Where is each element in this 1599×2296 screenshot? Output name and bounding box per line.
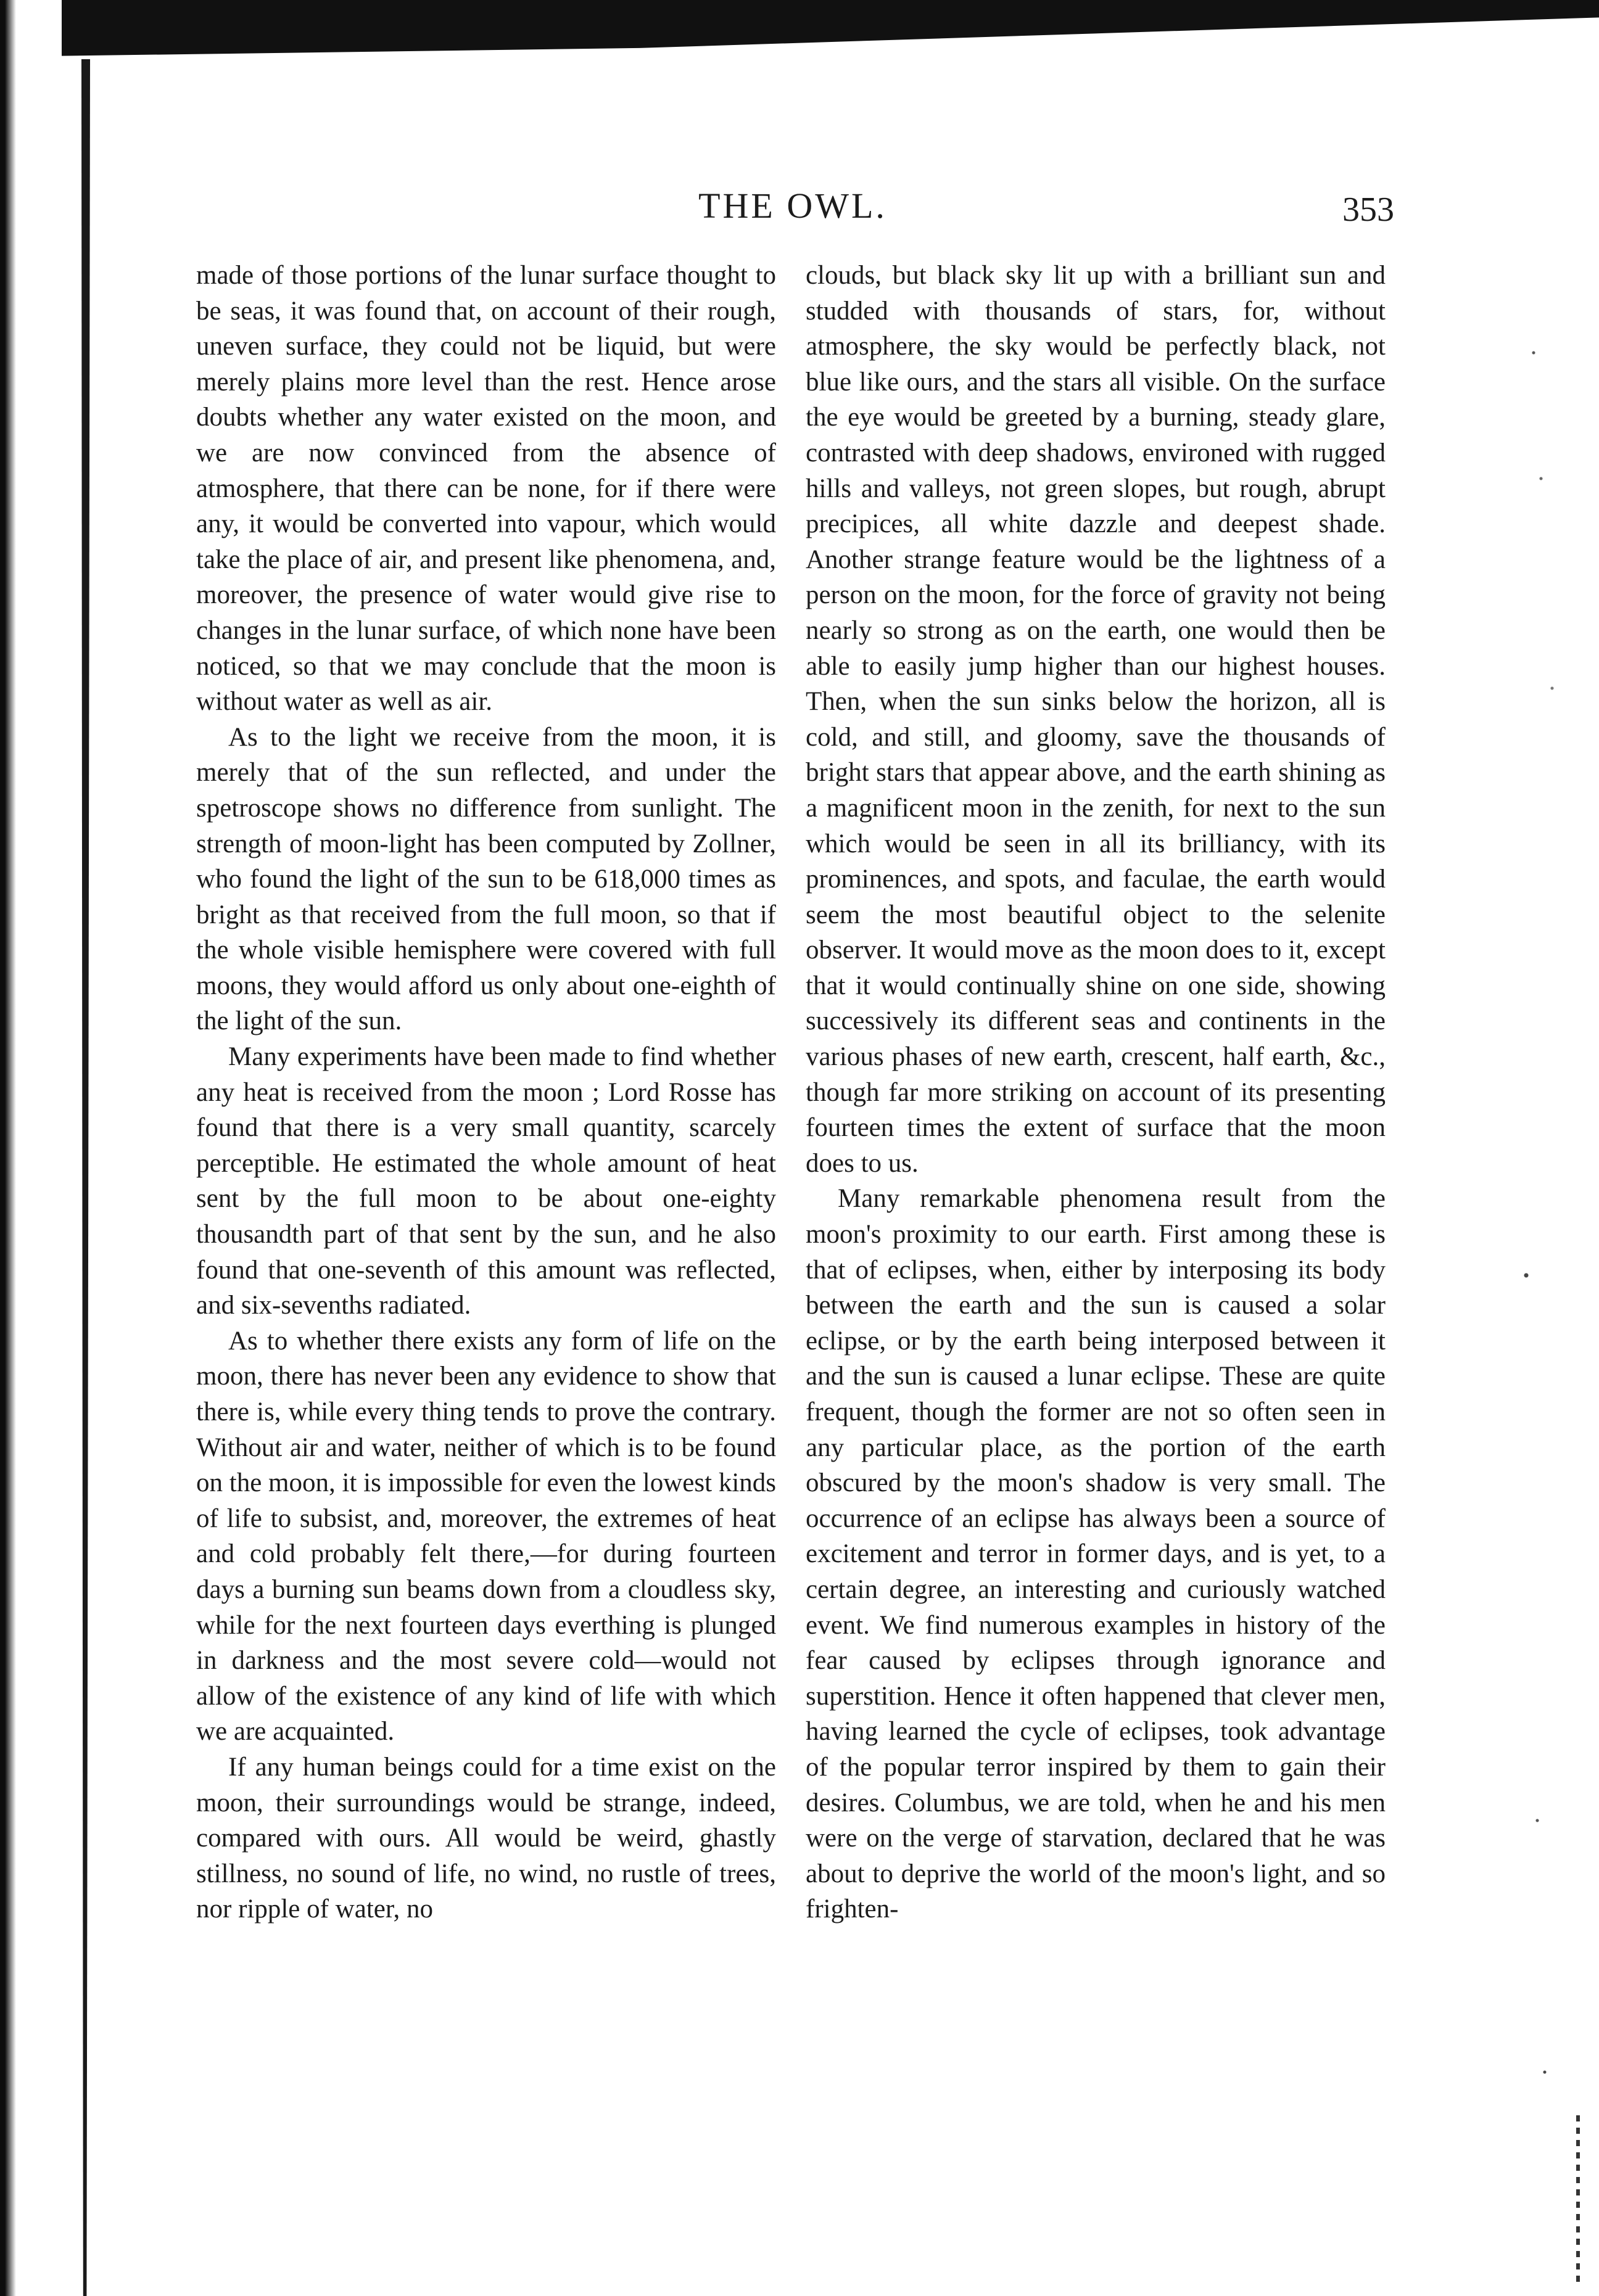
page-header <box>185 185 1400 234</box>
page-number: 353 <box>1342 191 1394 229</box>
scan-top-edge <box>0 0 1599 73</box>
paragraph: As to whether there exists any form of life on the moon, there has never been any evidence to show that there is, while every thing tends to prove the contrary. Without air and water, neither of which is to be found on the moon, it is impossible for even the lowest kinds of life to subsist, and, moreover, the extremes of heat and cold probably felt there,—for during fourteen days a burning sun beams down from a cloudless sky, while for the next fourteen days everthing is plunged in darkness and the most severe cold—would not allow of the existence of any kind of life with which we are acquainted. <box>196 1326 776 1747</box>
paragraph: clouds, but black sky lit up with a brilliant sun and studded with thousands of stars, for, without atmosphere, the sky would be perfectly black, not blue like ours, and the stars all visible. On the surface the eye would be greeted by a burning, steady glare, contrasted with deep shadows, environed with rugged hills and valleys, not green slopes, but rough, abrupt precipices, all white dazzle and deepest shade. Another strange feature would be the lightness of a person on the moon, for the force of gravity not being nearly so strong as on the earth, one would then be able to easily jump higher than our highest houses. Then, when the sun sinks below the horizon, all is cold, and still, and gloomy, save the thousands of bright stars that appear above, and the earth shining as a magnificent moon in the zenith, for next to the sun which would be seen in all its brilliancy, with its prominences, and spots, and faculae, the earth would seem the most beautiful object to the selenite observer. It would move as the moon does to it, except that it would continually shine on one side, showing successively its different seas and continents in the various phases of new earth, crescent, half earth, &c., though far more striking on account of its presenting fourteen times the extent of surface that the moon does to us. <box>806 261 1386 1178</box>
right-column <box>806 258 1386 1927</box>
paragraph: Many experiments have been made to find whether any heat is received from the moon ; Lord Rosse has found that there is a very small quantity, scarcely perceptible. He estimated the whole amount of heat sent by the full moon to be about one-eighty thousandth part of that sent by the sun, and he also found that one-seventh of this amount was reflected, and six-sevenths radiated. <box>196 1042 776 1320</box>
scan-left-edge <box>0 0 62 2296</box>
paragraph: made of those portions of the lunar surface thought to be seas, it was found that, on account of their rough, uneven surface, they could not be liquid, but were merely plains more level than the rest. Hence arose doubts whether any water existed on the moon, and we are now convinced from the absence of atmosphere, that there can be none, for if there were any, it would be converted into vapour, which would take the place of air, and present like phenomena, and, moreover, the presence of water would give rise to changes in the lunar surface, of which none have been noticed, so that we may conclude that the moon is without water as well as air. <box>196 261 776 717</box>
scan-margin-marks <box>1576 2115 1580 2282</box>
paragraph: If any human beings could for a time exist on the moon, their surroundings would be strange, indeed, compared with ours. All would be weird, ghastly stillness, no sound of life, no wind, no rustle of trees, nor ripple of water, no <box>196 1752 776 1924</box>
binding-rule <box>81 59 90 2296</box>
running-title: THE OWL. <box>698 186 887 226</box>
paragraph: Many remarkable phenomena result from the moon's proximity to our earth. First among these is that of eclipses, when, either by interposing its body between the earth and the sun is caused a solar eclipse, or by the earth being interposed between it and the sun is caused a lunar eclipse. These are quite frequent, though the former are not so often seen in any particular place, as the portion of the earth obscured by the moon's shadow is very small. The occurrence of an eclipse has always been a source of excitement and terror in former days, and is yet, to a certain degree, an interesting and curiously watched event. We find numerous examples in history of the fear caused by eclipses through ignorance and superstition. Hence it often happened that clever men, having learned the cycle of eclipses, took advantage of the popular terror inspired by them to gain their desires. Columbus, we are told, when he and his men were on the verge of starvation, declared that he was about to deprive the world of the moon's light, and so frighten- <box>806 1184 1386 1924</box>
left-column <box>196 258 776 1927</box>
paragraph: As to the light we receive from the moon, it is merely that of the sun reflected, and under the spetroscope shows no difference from sunlight. The strength of moon-light has been computed by Zollner, who found the light of the sun to be 618,000 times as bright as that received from the full moon, so that if the whole visible hemisphere were covered with full moons, they would afford us only about one-eighth of the light of the sun. <box>196 722 776 1036</box>
scan-specks <box>1511 185 1585 2282</box>
